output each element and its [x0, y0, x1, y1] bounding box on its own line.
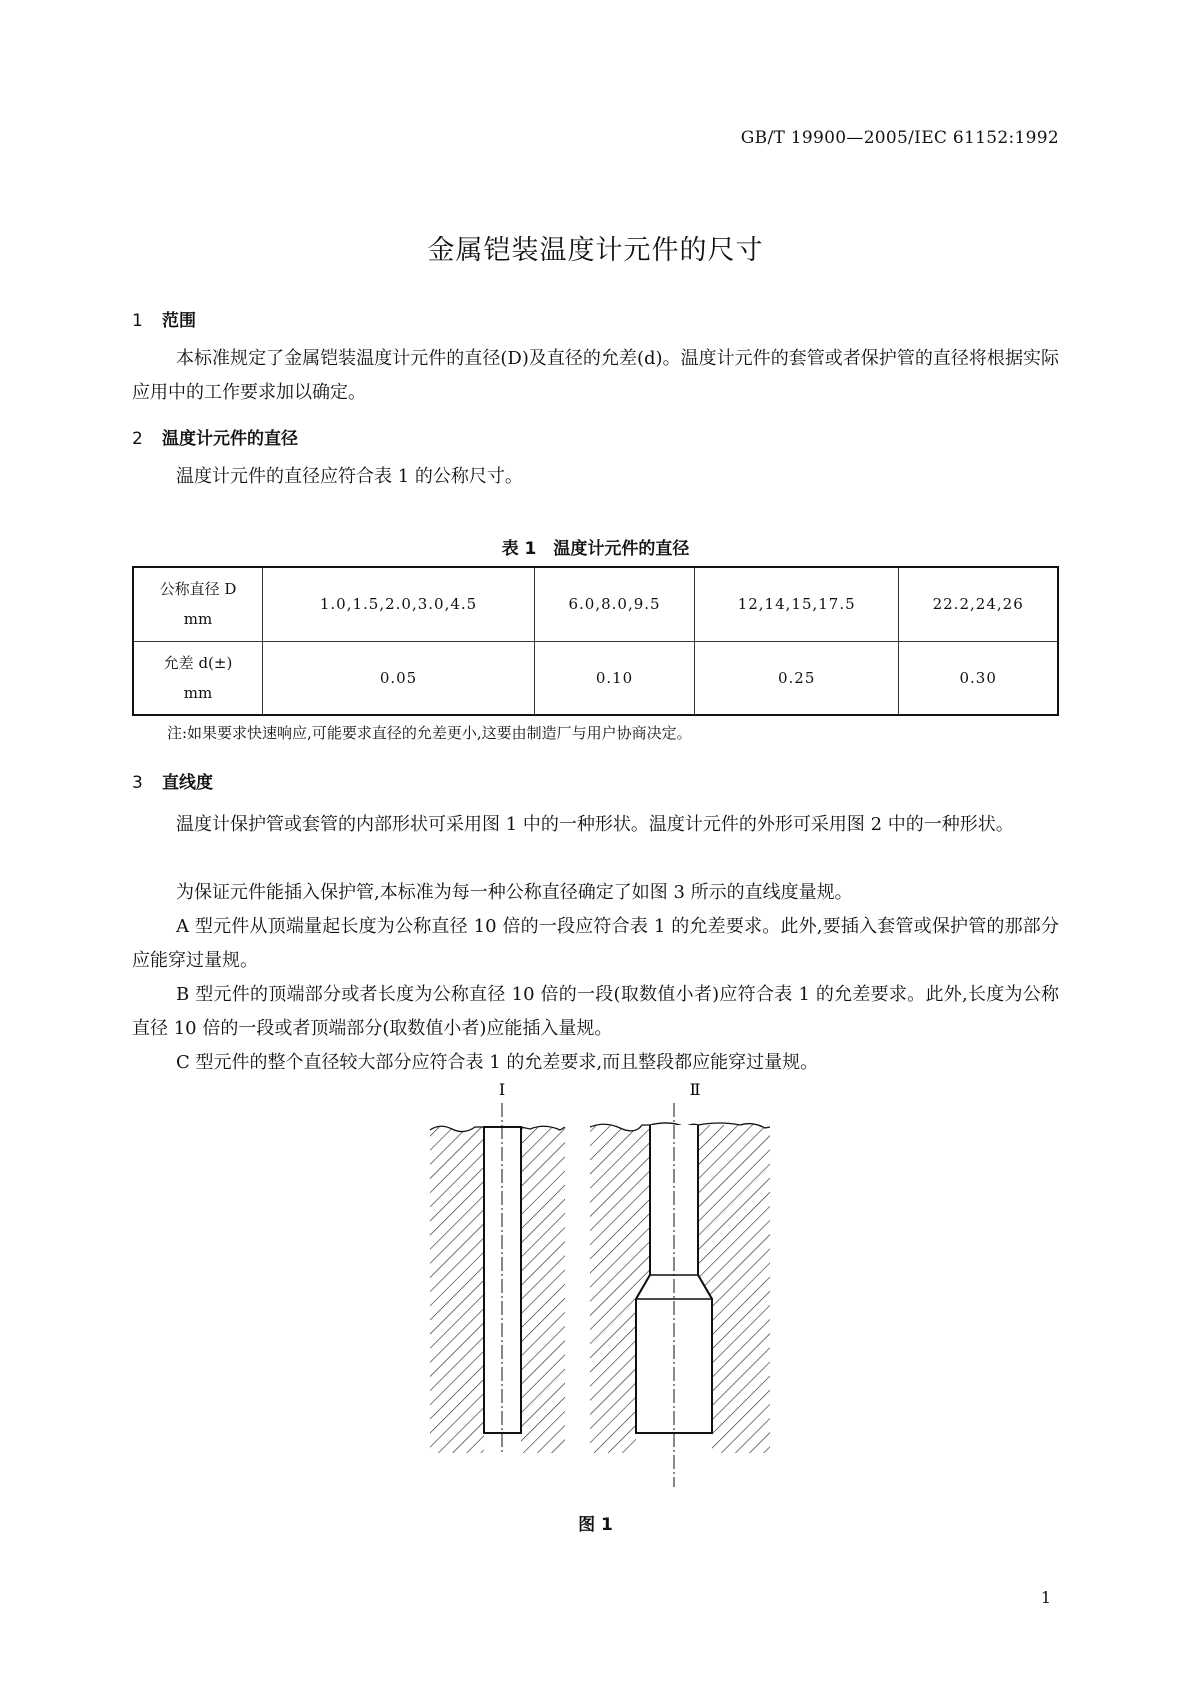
section-3-paragraph: A 型元件从顶端量起长度为公称直径 10 倍的一段应符合表 1 的允差要求。此外,要插入套管或保护管的那部分应能穿过量规。 — [132, 916, 1059, 971]
table-row — [133, 567, 1058, 641]
section-number: 2 — [132, 429, 143, 449]
section-title: 范围 — [162, 311, 196, 331]
section-1-heading — [132, 306, 196, 331]
bore-shape-ii — [590, 1103, 770, 1487]
section-3-paragraph: 为保证元件能插入保护管,本标准为每一种公称直径确定了如图 3 所示的直线度量规。 — [176, 882, 853, 903]
section-number: 3 — [132, 773, 143, 793]
figure-caption: 图 1 — [578, 1515, 613, 1535]
table-cell: 6.0,8.0,9.5 — [535, 567, 695, 641]
table-cell: 22.2,24,26 — [899, 567, 1058, 641]
figure-label-i: Ⅰ — [498, 1080, 506, 1099]
table-cell: 0.25 — [695, 641, 899, 715]
section-3-heading — [132, 768, 213, 793]
document-title: 金属铠装温度计元件的尺寸 — [427, 235, 764, 266]
page-number: 1 — [1040, 1588, 1051, 1607]
section-3-paragraph: B 型元件的顶端部分或者长度为公称直径 10 倍的一段(取数值小者)应符合表 1 的允差要求。此外,长度为公称直径 10 倍的一段或者顶端部分(取数值小者)应能插入量规。 — [132, 984, 1059, 1039]
table-cell: 12,14,15,17.5 — [695, 567, 899, 641]
header-label: 允差 d(±) — [163, 653, 233, 672]
diameter-table — [132, 566, 1059, 716]
section-1-paragraph: 本标准规定了金属铠装温度计元件的直径(D)及直径的允差(d)。温度计元件的套管或者保护管的直径将根据实际应用中的工作要求加以确定。 — [132, 348, 1059, 403]
header-unit: mm — [183, 610, 213, 629]
section-3-paragraph: 温度计保护管或套管的内部形状可采用图 1 中的一种形状。温度计元件的外形可采用图 2 中的一种形状。 — [176, 814, 1014, 835]
section-3-paragraph: C 型元件的整个直径较大部分应符合表 1 的允差要求,而且整段都应能穿过量规。 — [176, 1052, 819, 1073]
table-cell: 0.30 — [899, 641, 1058, 715]
table-row — [133, 641, 1058, 715]
header-unit: mm — [183, 683, 213, 702]
table-note: 注:如果要求快速响应,可能要求直径的允差更小,这要由制造厂与用户协商决定。 — [167, 724, 692, 742]
table-caption: 表 1 温度计元件的直径 — [501, 539, 690, 559]
table-header-cell — [133, 641, 263, 715]
table-header-cell — [133, 567, 263, 641]
figure-label-ii: Ⅱ — [689, 1080, 701, 1099]
header-label: 公称直径 D — [159, 580, 237, 599]
section-title: 直线度 — [162, 773, 213, 793]
table-cell: 1.0,1.5,2.0,3.0,4.5 — [263, 567, 535, 641]
bore-shape-i — [430, 1103, 565, 1455]
table-cell: 0.10 — [535, 641, 695, 715]
standard-code: GB/T 19900—2005/IEC 61152:1992 — [740, 128, 1059, 148]
figure-1-diagram — [420, 1075, 780, 1505]
section-title: 温度计元件的直径 — [162, 429, 298, 449]
section-number: 1 — [132, 311, 143, 331]
table-cell: 0.05 — [263, 641, 535, 715]
section-2-paragraph: 温度计元件的直径应符合表 1 的公称尺寸。 — [176, 466, 523, 487]
section-2-heading — [132, 424, 298, 449]
